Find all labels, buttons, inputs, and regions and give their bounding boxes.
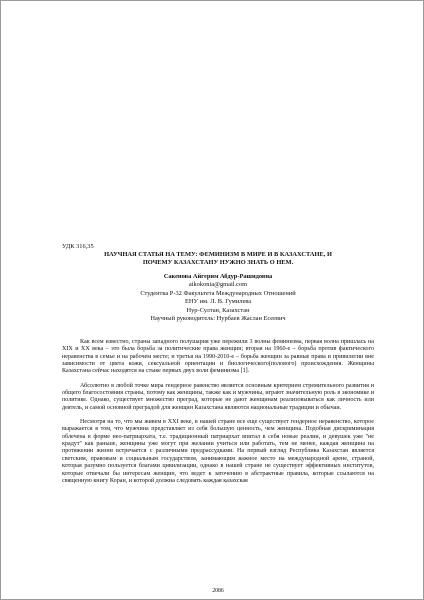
page-number: 2086 — [212, 588, 224, 594]
author-city: Нур-Султан, Казахстан — [186, 306, 250, 314]
author-supervisor: Научный руководитель: Нурбаев Жаслан Есеевич — [150, 315, 286, 323]
paragraph-3: Несмотря на то, что мы живем в XXI веке, в нашей стране все еще существует гендерное неравенство, которое выражается в том, что мужчина представляет из себя большую ценность, чем женщина. Подобная дискриминация облечена в форме нео-патриархата, т.е. традиционный патриархат впитал в себя новые реалии, и девушек уже "не крадут" как раньше, женщины уже могут при желании учиться или работать, тем не менее, каждая женщина на протяжении жизни встречается с различными предрассудками. На первый взгляд Республика Казахстан является светским, правовым и социальным государством, занимающим важное место на международной арене, страной, которая разумно пользуется благами цивилизации, однако в нашей стране не существует эффективных институтов, которые отвечали бы интересам женщин, что ведет к заточению в абстрактные правила, которые ссылаются на священную книгу Коран, и которой должна следовать каждая казахская — [62, 419, 374, 484]
title-line-2: ПОЧЕМУ КАЗАХСТАНУ НУЖНО ЗНАТЬ О НЕМ. — [142, 259, 294, 266]
document-page — [62, 0, 374, 600]
udk-code: УДК 316,35 — [62, 243, 94, 250]
author-block — [62, 273, 374, 323]
title-line-1: НАУЧНАЯ СТАТЬЯ НА ТЕМУ: ФЕМИНИЗМ В МИРЕ И В КАЗАХСТАНЕ, И — [104, 251, 332, 258]
author-university: ЕНУ им. Л. В. Гумилева — [184, 298, 252, 306]
author-name: Сакенова Айгерим Абдур-Рашидовна — [163, 273, 273, 280]
article-body — [62, 339, 374, 492]
article-title — [62, 251, 374, 267]
author-email: aikokonia@gmail.com — [188, 281, 248, 289]
paragraph-1: Как всем известно, страны западного полушария уже пережили 3 волны феминизма, первая волна пришлась на XIX и XX века – это была борьба за политические права женщин; вторая на 1960-е – борьба против фактического неравенства в семье и на рабочем месте; и третья на 1990-2010-е – борьба женщин за равные права и привилегии вне зависимости от цвета кожи, сексуальной ориентации и биологического(полового) происхождения. Женщины Казахстана сейчас находятся на стыке первых двух волн феминизма [1]. — [62, 339, 374, 375]
author-position: Студентка Р-32 Факультета Международных Отношений — [140, 289, 296, 297]
paragraph-2: Абсолютно в любой точке мира гендерное равенство является основным критерием стремительного развития и общего благосостояния страны, потому как женщины, также как и мужчины, играют значительную роль в экономике и политике. Однако, существует множество преград, которые не дают женщинам реализовываться как личность или деятель, и самой основной преградой для женщин Казахстана являются национальные традиции и обычаи. — [62, 382, 374, 411]
